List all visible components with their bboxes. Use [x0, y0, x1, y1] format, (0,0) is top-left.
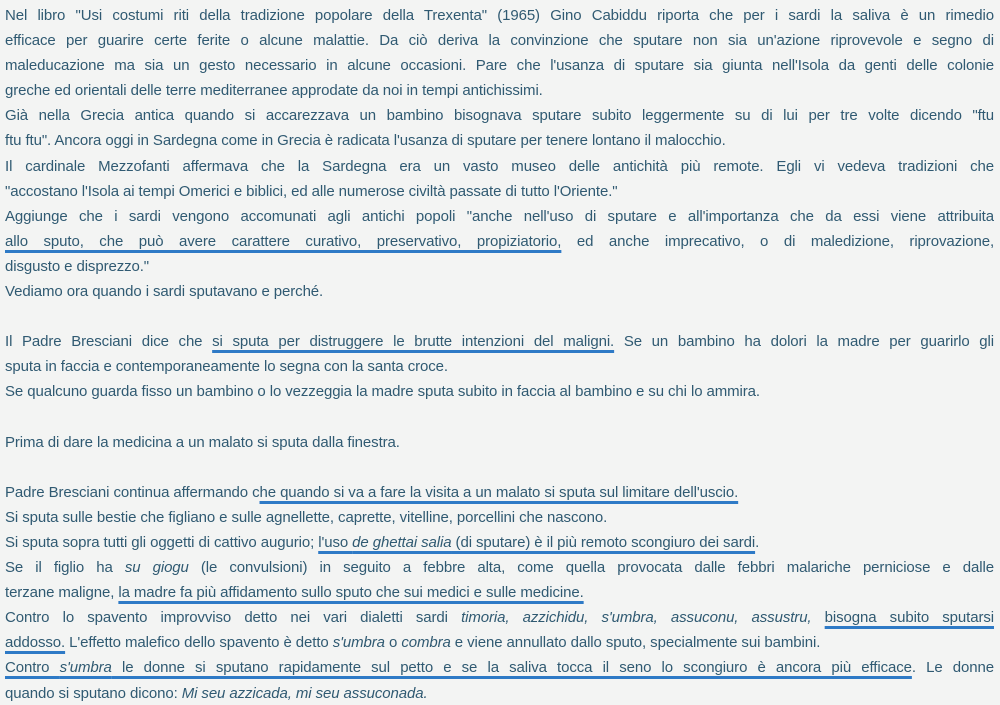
underlined-text: allo sputo, che può avere carattere curativo, preservativo, propiziatorio,: [5, 232, 562, 250]
text-segment: e viene annullato dallo sputo, specialmente sui bambini.: [450, 634, 821, 652]
text-line: [5, 580, 994, 605]
text-segment: Vediamo ora quando i sardi sputavano e perché.: [5, 283, 324, 301]
text-segment: terzane maligne,: [5, 584, 119, 602]
text-segment: disgusto e disprezzo.": [5, 257, 150, 275]
text-line: [5, 28, 994, 53]
text-line: [5, 655, 994, 680]
text-segment: Se il figlio ha: [5, 559, 125, 577]
text-segment: sputa in faccia e contemporaneamente lo segna con la santa croce.: [5, 358, 448, 376]
underlined-text: s'umbra: [59, 659, 112, 677]
text-line: [5, 78, 994, 103]
text-line: [5, 505, 994, 530]
underlined-text: he quando si va a fare la visita a un malato si sputa sul limitare dell'uscio.: [259, 483, 739, 501]
text-segment: Se un bambino ha dolori la madre per guarirlo gli: [614, 333, 994, 351]
text-segment: Il cardinale Mezzofanti affermava che la Sardegna era un vasto museo delle antichità più remote. Egli vi vedeva tradizioni che: [5, 157, 994, 175]
text-line: [5, 555, 994, 580]
text-line: [5, 279, 994, 304]
text-line: [5, 430, 994, 455]
text-segment: "accostano l'Isola ai tempi Omerici e biblici, ed alle numerose civiltà passate di tutto l'Oriente.": [5, 182, 618, 200]
text-segment: ed anche imprecativo, o di maledizione, riprovazione,: [561, 232, 994, 250]
underlined-text: bisogna subito sputarsi: [824, 609, 994, 627]
underlined-text: Contro: [5, 659, 60, 677]
text-segment: Se qualcuno guarda fisso un bambino o lo vezzeggia la madre sputa subito in faccia al bambino e su chi lo ammira.: [5, 383, 760, 401]
italic-text: timoria, azzichidu, s'umbra, assuconu, assustru,: [461, 609, 812, 627]
text-segment: o: [384, 634, 402, 652]
text-line: [5, 329, 994, 354]
blank-line: [5, 455, 994, 480]
text-segment: quando si sputano dicono:: [5, 684, 182, 702]
text-segment: . Le donne: [911, 659, 994, 677]
text-segment: greche ed orientali delle terre mediterranee approdate da noi in tempi antichissimi.: [5, 82, 543, 100]
italic-text: combra: [401, 634, 451, 652]
text-segment: .: [755, 533, 760, 551]
text-segment: Padre Bresciani continua affermando c: [5, 483, 260, 501]
underlined-text: (di sputare) è il più remoto scongiuro dei sardi: [451, 533, 756, 551]
text-segment: L'effetto malefico dello spavento è detto: [65, 634, 333, 652]
blank-line: [5, 304, 994, 329]
text-line: [5, 3, 994, 28]
text-line: [5, 605, 994, 630]
italic-text: s'umbra: [332, 634, 385, 652]
blank-line: [5, 405, 994, 430]
text-line: [5, 354, 994, 379]
text-segment: efficace per guarire certe ferite o alcune malattie. Da ciò deriva la convinzione che sputare non sia un'azione riprovevole e segno di: [5, 32, 994, 50]
text-segment: Si sputa sopra tutti gli oggetti di cattivo augurio;: [5, 533, 319, 551]
underlined-text: si sputa per distruggere le brutte intenzioni del maligni.: [212, 333, 615, 351]
text-segment: [812, 609, 825, 626]
text-segment: Il Padre Bresciani dice che: [5, 333, 213, 351]
underlined-text: le donne si sputano rapidamente sul petto e se la saliva tocca il seno lo scongiuro è ancora più efficace: [111, 659, 912, 677]
text-line: [5, 530, 994, 555]
text-segment: (le convulsioni) in seguito a febbre alta, come quella provocata dalle febbri malariche perniciose e dalle: [188, 559, 994, 577]
underlined-text: l'uso: [318, 533, 353, 551]
text-line: [5, 179, 994, 204]
text-segment: Si sputa sulle bestie che figliano e sulle agnellette, caprette, vitelline, porcellini che nascono.: [5, 508, 608, 526]
text-segment: Aggiunge che i sardi vengono accomunati agli antichi popoli "anche nell'uso di sputare e all'importanza che da essi viene attribuita: [5, 207, 994, 225]
text-segment: maleducazione ma sia un gesto necessario in alcune occasioni. Pare che l'usanza di sputare sia giunta nell'Isola da genti delle colonie: [5, 57, 994, 75]
text-line: [5, 630, 994, 655]
text-line: [5, 254, 994, 279]
text-line: [5, 103, 994, 128]
underlined-text: la madre fa più affidamento sullo sputo che sui medici e sulle medicine.: [118, 584, 584, 602]
text-segment: Già nella Grecia antica quando si accarezzava un bambino bisognava sputare subito leggermente su di lui per tre volte dicendo "ftu: [5, 107, 994, 125]
text-segment: ftu ftu". Ancora oggi in Sardegna come in Grecia è radicata l'usanza di sputare per tenere lontano il malocchio.: [5, 132, 726, 150]
text-line: [5, 204, 994, 229]
text-line: [5, 128, 994, 153]
document-body: [5, 3, 994, 705]
text-line: [5, 229, 994, 254]
underlined-text: de ghettai salia: [352, 533, 452, 551]
underlined-text: addosso.: [5, 634, 66, 652]
text-line: [5, 681, 994, 705]
text-line: [5, 53, 994, 78]
text-segment: Nel libro "Usi costumi riti della tradizione popolare della Trexenta" (1965) Gino Cabiddu riporta che per i sardi la saliva è un rimedio: [5, 7, 994, 24]
italic-text: Mi seu azzicada, mi seu assuconada.: [181, 684, 428, 702]
text-segment: Prima di dare la medicina a un malato si sputa dalla finestra.: [5, 433, 400, 451]
text-segment: Contro lo spavento improvviso detto nei vari dialetti sardi: [5, 609, 462, 627]
text-line: [5, 480, 994, 505]
text-line: [5, 379, 994, 404]
italic-text: su giogu: [124, 559, 189, 577]
text-line: [5, 154, 994, 179]
